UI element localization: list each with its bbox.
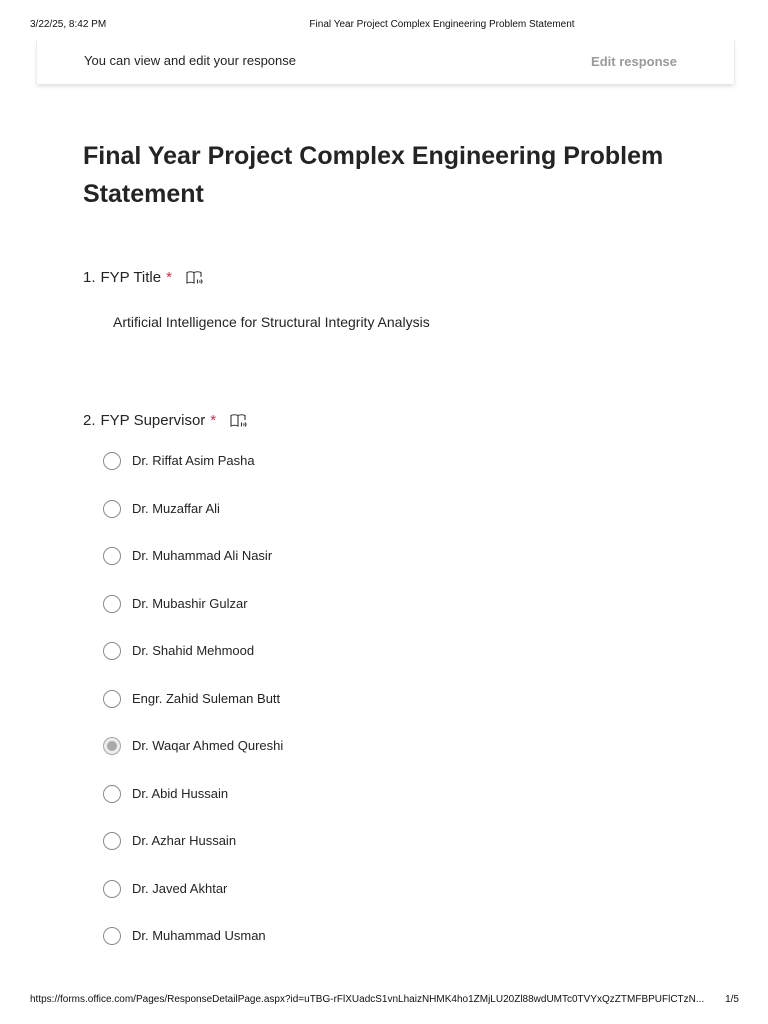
supervisor-option[interactable]: [103, 782, 283, 830]
supervisor-options: [103, 449, 283, 972]
print-document-title: Final Year Project Complex Engineering Problem Statement: [309, 19, 575, 30]
supervisor-option[interactable]: [103, 687, 283, 735]
radio-button[interactable]: [103, 452, 121, 470]
option-label: Dr. Abid Hussain: [132, 785, 229, 801]
print-header: [0, 19, 768, 33]
required-marker: *: [166, 268, 172, 286]
fyp-title-answer: Artificial Intelligence for Structural Integrity Analysis: [113, 314, 430, 330]
question-title: FYP Title: [100, 268, 162, 286]
supervisor-option[interactable]: [103, 592, 283, 640]
page-url: https://forms.office.com/Pages/ResponseDetailPage.aspx?id=uTBG-rFlXUadcS1vnLhaizNHMK4ho1ZMjLU20Zl88wdUMTc0TVYxQzZTMFBPUFlCTzN...: [30, 994, 705, 1005]
question-title: FYP Supervisor: [100, 411, 206, 429]
option-label: Dr. Waqar Ahmed Qureshi: [132, 738, 284, 753]
supervisor-option[interactable]: [103, 544, 283, 592]
radio-button[interactable]: [103, 690, 121, 708]
radio-button[interactable]: [103, 547, 121, 565]
question-number: 2.: [83, 411, 96, 429]
supervisor-option[interactable]: [103, 639, 283, 687]
question-1-header: [83, 265, 203, 289]
radio-button[interactable]: [103, 927, 121, 945]
radio-button[interactable]: [103, 642, 121, 660]
supervisor-option[interactable]: [103, 497, 283, 545]
option-label: Dr. Mubashir Gulzar: [132, 595, 248, 611]
banner-message: You can view and edit your response: [84, 53, 296, 68]
question-2-header: [83, 408, 247, 432]
option-label: Dr. Muzaffar Ali: [132, 500, 220, 516]
option-label: Dr. Azhar Hussain: [132, 833, 237, 848]
print-date: 3/22/25, 8:42 PM: [30, 19, 107, 30]
page-number: 1/5: [725, 994, 739, 1005]
radio-button[interactable]: [103, 880, 121, 898]
radio-selected-icon[interactable]: [103, 737, 121, 755]
radio-button[interactable]: [103, 500, 121, 518]
print-footer: [0, 994, 768, 1008]
option-label: Dr. Muhammad Usman: [132, 928, 266, 943]
immersive-reader-icon[interactable]: [186, 270, 203, 285]
form-title: Final Year Project Complex Engineering Problem Statement: [83, 142, 664, 208]
response-banner: [36, 40, 735, 84]
option-label: Dr. Muhammad Ali Nasir: [132, 548, 273, 563]
option-label: Dr. Javed Akhtar: [132, 880, 228, 896]
question-number: 1.: [83, 268, 96, 286]
required-marker: *: [210, 411, 217, 429]
supervisor-option[interactable]: [103, 829, 283, 877]
supervisor-option[interactable]: [103, 734, 283, 782]
edit-response-button[interactable]: Edit response: [591, 54, 677, 69]
radio-button[interactable]: [103, 785, 121, 803]
option-label: Dr. Riffat Asim Pasha: [132, 453, 255, 468]
supervisor-option[interactable]: [103, 877, 283, 925]
radio-button[interactable]: [103, 832, 121, 850]
option-label: Dr. Shahid Mehmood: [132, 643, 255, 658]
supervisor-option[interactable]: [103, 924, 283, 972]
radio-button[interactable]: [103, 595, 121, 613]
option-label: Engr. Zahid Suleman Butt: [132, 690, 281, 706]
supervisor-option[interactable]: [103, 449, 283, 497]
immersive-reader-icon[interactable]: [230, 413, 247, 428]
